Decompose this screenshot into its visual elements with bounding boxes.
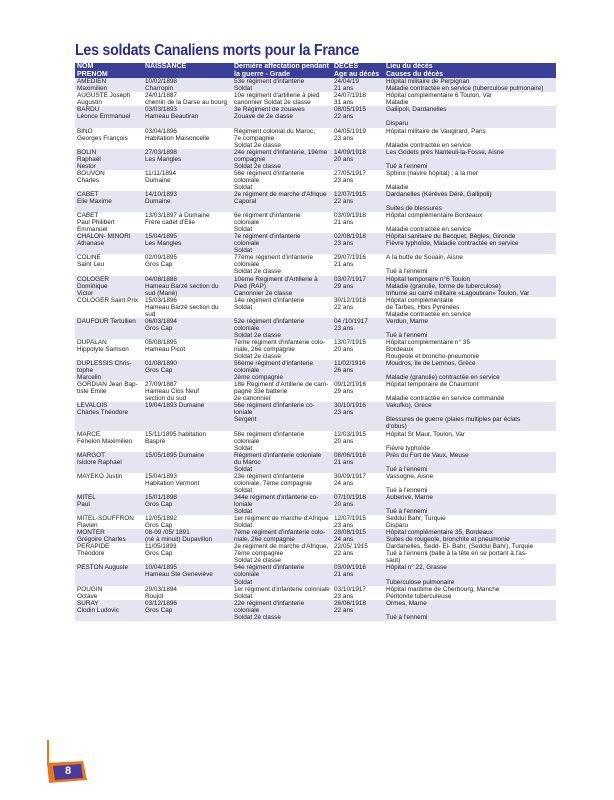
table-cell: 52e régiment d'infanterie coloniale Soldat 2e classe	[234, 317, 305, 339]
table-cell: SURAY Clodin Ludovic	[77, 599, 119, 614]
table-cell: Verdun, Marne Tué à l'ennemi	[386, 317, 428, 339]
table-cell: 13/07/1915 20 ans	[334, 338, 366, 353]
table-cell: 24/04/19 21 ans	[334, 78, 359, 93]
table-cell: MARCÉ Fénelon Maximilien	[77, 430, 133, 445]
table-row	[75, 233, 556, 254]
table-cell: 12/07/1915 23 ans	[334, 515, 366, 530]
table-cell: 53e régiment d'infanterie Soldat	[234, 78, 305, 93]
table-cell: 13/03/1897 à Dumaine Frère cadet d'Elie	[145, 212, 210, 227]
table-cell: BOLIN Raphaël Nestor	[77, 148, 101, 170]
table-cell: Moudros, île de Lemnos, Grèce Maladie (granulie) contractée en service	[386, 360, 500, 382]
table-cell: 03/07/1917 29 ans	[334, 275, 366, 290]
table-cell: Gallipoli, Dardanelles Disparu	[386, 106, 447, 128]
table-cell: DAUFOUR Tertullien	[77, 317, 136, 325]
table-row	[75, 318, 556, 339]
table-cell: 344e régiment d'infanterie co- loniale Soldat	[234, 493, 319, 516]
table-cell: 18e Régiment d'Artillerie de cam- pagne 33e batterie 2e canonnier	[234, 381, 329, 403]
table-cell: CABET Elie Maxime	[77, 190, 112, 205]
table-row	[75, 381, 556, 402]
table-row	[75, 297, 556, 318]
table-cell: 03/10/1917 23 ans	[334, 585, 366, 600]
table-cell: 08/05/1915 22 ans	[334, 106, 366, 121]
table-cell: 14/09/1918 20 ans	[334, 148, 366, 163]
table-cell: 19/04/1893 Dumaine	[145, 402, 205, 410]
table-row	[75, 254, 556, 275]
table-cell: 23e régiment d'infanterie coloniale, 7ème compagnie Soldat	[234, 472, 312, 494]
table-cell: Hôpital maritime de Cherbourg, Manche Péritonite tuberculeuse	[386, 585, 500, 600]
page-number: 8	[64, 765, 72, 777]
table-cell: Vakufko), Grèce Blessures de guerre (plaies multiples par éclats d'obus)	[386, 402, 521, 431]
table-cell: AMEDIEN Maximilien	[77, 78, 108, 93]
table-cell: BOUVON Charles	[77, 169, 105, 184]
table-cell: 1er régiment de marche d'Afrique Soldat	[234, 515, 329, 530]
table-cell: 14e régiment d'infanterie Soldat	[234, 296, 305, 311]
table-cell: 54e régiment d'infanterie coloniale Soldat	[234, 564, 305, 586]
table-cell: 29/03/1894 Roujol	[145, 585, 177, 600]
table-cell: 24/01/1887 chemin de la Darse au bourg	[145, 92, 228, 107]
table-row	[75, 78, 556, 92]
table-cell: 7e régiment d'infanterie coloniale Soldat	[234, 233, 301, 255]
table-cell: Dardanelles (Kérévès Déré, Gallipoli) Suites de blessures	[386, 190, 492, 213]
table-cell: Vassogne, Aisne Tué à l'ennemi	[386, 472, 434, 494]
table-cell: 30/09/1917 24 ans	[334, 472, 366, 487]
table-cell: 7ème régiment d'infanterie colo- niale, 26e compagnie Soldat 2e classe	[234, 338, 326, 361]
table-cell: 24e régiment d'infanterie, 19ème compagnie Soldat 2e classe	[234, 148, 328, 170]
table-cell: 28/08/1915 24 ans	[334, 529, 366, 544]
table-cell: 08/06/1916 21 ans	[334, 451, 366, 466]
header-cell: NAISSANCE	[145, 63, 187, 70]
table-cell: BARDU Léonce Emmanuel	[77, 106, 131, 121]
table-cell: Ormes, Marne Tué à l'ennemi	[386, 599, 428, 621]
table-row	[75, 473, 556, 494]
table-cell: 30/10/1916 23 ans	[334, 402, 366, 417]
table-cell: MITEL-SOUFFRON Flavien	[77, 515, 134, 530]
table-cell: 26/06/1918 22 ans	[334, 599, 366, 614]
table-cell: 07/10/1918 20 ans	[334, 493, 366, 508]
table-row	[75, 339, 556, 360]
table-cell: 2e régiment de marche d'Afrique, 7ème compagnie Soldat 2è classe	[234, 543, 329, 565]
table-cell: Régiment d'infanterie coloniale du Maroc Soldat	[234, 451, 322, 473]
table-cell: 09/12/1916 29 ans	[334, 381, 366, 396]
table-cell: 10ème Régiment d'Artillerie à Pied (RAP) Canonnier 2e classe	[234, 275, 318, 297]
table-header	[75, 63, 556, 78]
table-cell: COLOGER Dominique Victor	[77, 275, 109, 297]
table-cell: Hôpital complémentaire 6 Toulon, Var Maladie	[386, 92, 492, 107]
table-row	[75, 431, 556, 452]
table-cell: 15/01/1898 Gros Cap	[145, 493, 177, 508]
table-row	[75, 402, 556, 430]
table-cell: Les Godets près Nanteuil-la-Fosse, Aisne Tué à l'ennemi	[386, 148, 504, 170]
table-cell: 15/05/1895 Dumaine	[145, 451, 205, 459]
table-cell: 24/07/1918 31 ans	[334, 92, 366, 107]
table-cell: 03/09/1916 21 ans	[334, 564, 366, 579]
table-row	[75, 128, 556, 149]
table-cell: 77ème régiment d'infanterie coloniale Soldat 2e classe	[234, 254, 314, 276]
table-cell: 14/10/1893 Dumaine	[145, 190, 177, 205]
table-cell: 7ème régiment d'infanterie colo- niale, 26e compagnie	[234, 529, 326, 544]
table-row	[75, 564, 556, 585]
table-cell: 56ème régiment d'infanterie coloniale 2ème compagnie	[234, 360, 314, 382]
table-cell: COLINÉ Saint Leu	[77, 254, 105, 269]
table-cell: LEVALOIS Charles Théodore	[77, 402, 129, 417]
table-cell: 04/05/1919 23 ans	[334, 127, 366, 142]
table-cell: 3e Régiment de zouaves Zouave de 2e classe	[234, 106, 305, 121]
table-cell: Hôpital St Maur, Toulon, Var Fièvre typhoïde	[386, 430, 465, 452]
table-cell: MARGOT Isidore Raphael	[77, 451, 122, 466]
table-cell: DUPALAN Hippolyte Samson	[77, 338, 129, 353]
table-cell: Près du Fort de Vaux, Meuse Tué à l'ennemi	[386, 451, 469, 473]
table-row	[75, 543, 556, 564]
table-row	[75, 191, 556, 212]
table-cell: Hôpital sanitaire du Becquet, Bègles, Gironde Fièvre typhoïde, Maladie contractée en service	[386, 233, 519, 248]
table-cell: AUGUSTE Joseph Augustin	[77, 92, 131, 107]
table-row	[75, 92, 556, 106]
header-cell: NOM PRENOM	[77, 63, 108, 78]
table-cell: POUGIN Octave	[77, 585, 103, 600]
table-cell: 03/12/1896 Gros Cap	[145, 599, 177, 614]
table-cell: GORDIAN Jean Bap- tiste Emile	[77, 381, 138, 396]
table-cell: Régiment colonial du Maroc, 7e compagnie Soldat 2e classe	[234, 127, 315, 149]
table-row	[75, 170, 556, 191]
table-cell: COLOGER Saint Prix	[77, 296, 139, 304]
table-cell: 11/05/1893 Gros Cap	[145, 543, 177, 558]
table-cell: Hôpital complémentaire 35, Bordeaux Suites de rougeole, bronchite et pneumonie	[386, 529, 510, 544]
table-row	[75, 515, 556, 529]
table-cell: 10/04/1895 Hameau Ste Geneviève	[145, 564, 213, 579]
table-cell: Auberive, Marne Tué à l'ennemi	[386, 493, 433, 516]
table-cell: À la butte de Souain, Aisne Tué à l'ennemi	[386, 254, 463, 276]
table-cell: 12/05/1892 Gros Cap	[145, 515, 177, 530]
table-row	[75, 276, 556, 297]
table-cell: PESTON Auguste	[77, 564, 129, 572]
table-cell: 15/04/1893 Habitation Vermont	[145, 472, 200, 487]
header-cell: Dernière affectation pendant la guerre - Grade	[234, 63, 329, 78]
table-cell: Hôpital militaire de Vaugirard, Paris Maladie contractée en service	[386, 127, 486, 149]
table-cell: 30/12/1918 22 ans	[334, 296, 366, 311]
table-cell: 08-09 /05/ 1891 (né à minuit) Dupavillon	[145, 529, 213, 544]
table-cell: Hôpital temporaire de Chaumont Maladie contractée en service commandé	[386, 381, 505, 403]
table-cell: 06/03/1894 Gros Cap	[145, 317, 177, 332]
table-cell: Hôpital complémentaire Bordeaux Maladie contractée en service	[386, 212, 483, 234]
table-cell: 10/02/1898 Charropin	[145, 78, 177, 93]
table-cell: 27/05/1917 23 ans	[334, 169, 366, 184]
table-cell: MAYEKO Justin	[77, 472, 123, 480]
table-cell: PÉRAPIDE Théodore	[77, 543, 110, 558]
table-cell: 05/08/1895 Hameau Picot	[145, 338, 186, 353]
table-cell: 10e régiment d'artillerie à pied canonnier Soldat 2e classe	[234, 92, 320, 107]
table-cell: 02/08/1918 23 ans	[334, 233, 366, 248]
table-cell: 58e régiment d'infanterie coloniale Soldat	[234, 430, 305, 452]
table-cell: 22/05/ 1915 22 ans	[334, 543, 368, 558]
table-row	[75, 360, 556, 381]
table-cell: 11/11/1894 Dumaine	[145, 169, 177, 184]
table-cell: Hôpital complémentaire de Tarbes, Htes Pyrénées Maladie contractée en service	[386, 296, 471, 318]
table-cell: Hôpital complémentaire n° 35 Bordeaux Rougeole et broncho-pneumonie	[386, 338, 480, 361]
table-cell: MITEL Paul	[77, 493, 96, 508]
table-cell: 12/07/1915 22 ans	[334, 190, 366, 205]
table-row	[75, 452, 556, 473]
table-cell: 56e régiment d'infanterie coloniale Soldat	[234, 169, 305, 191]
table-cell: 56e régiment d'infanterie co- loniale Sergent	[234, 402, 315, 424]
table-cell: 15/11/1895 habitation Baspré	[145, 430, 207, 445]
table-cell: 03/04/1896 Habitation Maisoncelle	[145, 127, 210, 142]
table-cell: 04 /10/1917 23 ans	[334, 317, 368, 332]
table-cell: DUPLESSIS Chris- tophe Marcelin	[77, 360, 132, 382]
table-cell: 22e régiment d'infanterie coloniale Soldat 2è classe	[234, 599, 305, 621]
table-cell: BINO Georges François	[77, 127, 128, 142]
table-cell: Seddul Bahr, Turquie Disparu	[386, 515, 446, 530]
table-cell: Hôpital militaire de Perpignan Maladie contractée en service (tuberculose pulmonaire)	[386, 78, 544, 93]
header-cell: DECES Age au décès	[334, 63, 380, 78]
table-row	[75, 600, 556, 621]
table-cell: 15/03/1896 Hameau Barzé section du sud	[145, 296, 219, 318]
table-cell: 02/09/1895 Gros Cap	[145, 254, 177, 269]
table-cell: MONTER Grégoire Charles	[77, 529, 126, 544]
table-row	[75, 149, 556, 170]
table-cell: CABET Paul Philibert Emmanuel	[77, 212, 115, 234]
table-cell: 03/09/1918 21 ans	[334, 212, 366, 227]
table-cell: 27/09/1887 Hameau Clos Neuf section du sud	[145, 381, 199, 403]
header-cell: Lieu du décès Causes du décès	[386, 63, 444, 78]
table-cell: 29/07/1916 21 ans	[334, 254, 366, 269]
table-cell: Sphinx (navire hôpital) ; à la mer Maladie	[386, 169, 478, 191]
table-cell: CHALON- MINORI Athanase	[77, 233, 131, 248]
table-cell: Hôpital temporaire n°6 Toulon Maladie (granulie, forme de tuberculose) Inhumé au carré militaire «Lagoubran» Toulon, Var	[386, 275, 530, 297]
table-cell: 15/04/1895 Les Mangles	[145, 233, 182, 248]
table-cell: 27/03/1898 Les Mangles	[145, 148, 182, 163]
table-row	[75, 212, 556, 233]
table-cell: 12/03/1915 20 ans	[334, 430, 366, 445]
table-row	[75, 586, 556, 600]
table-cell: 11/02/1916 26 ans	[334, 360, 366, 375]
table-cell: 1er régiment d'infanterie coloniale Soldat	[234, 585, 330, 600]
table-cell: 6e régiment d'infanterie coloniale Soldat	[234, 212, 301, 234]
table-row	[75, 529, 556, 543]
table-cell: Dardanelles, Sedd- El- Bahr, (Seddul Bahr), Turquie Tué à l'ennemi (balle à la tête en se portant à l'as- saut)	[386, 543, 534, 565]
table-row	[75, 106, 556, 127]
soldiers-table	[75, 63, 556, 621]
table-row	[75, 494, 556, 515]
page-title: Les soldats Canaliens morts pour la France	[75, 42, 360, 59]
table-cell: 2e régiment de marche d'Afrique Caporal	[234, 190, 327, 205]
table-cell: 03/03/1893 Hameau Beautiran	[145, 106, 199, 121]
table-cell: Hôpital n° 22, Grasse Tuberculose pulmonaire	[386, 564, 455, 586]
table-cell: 01/08/1890 Gros Cap	[145, 360, 177, 375]
table-cell: 04/08/1888 Hameau Barzé section du sud (Marié)	[145, 275, 219, 297]
